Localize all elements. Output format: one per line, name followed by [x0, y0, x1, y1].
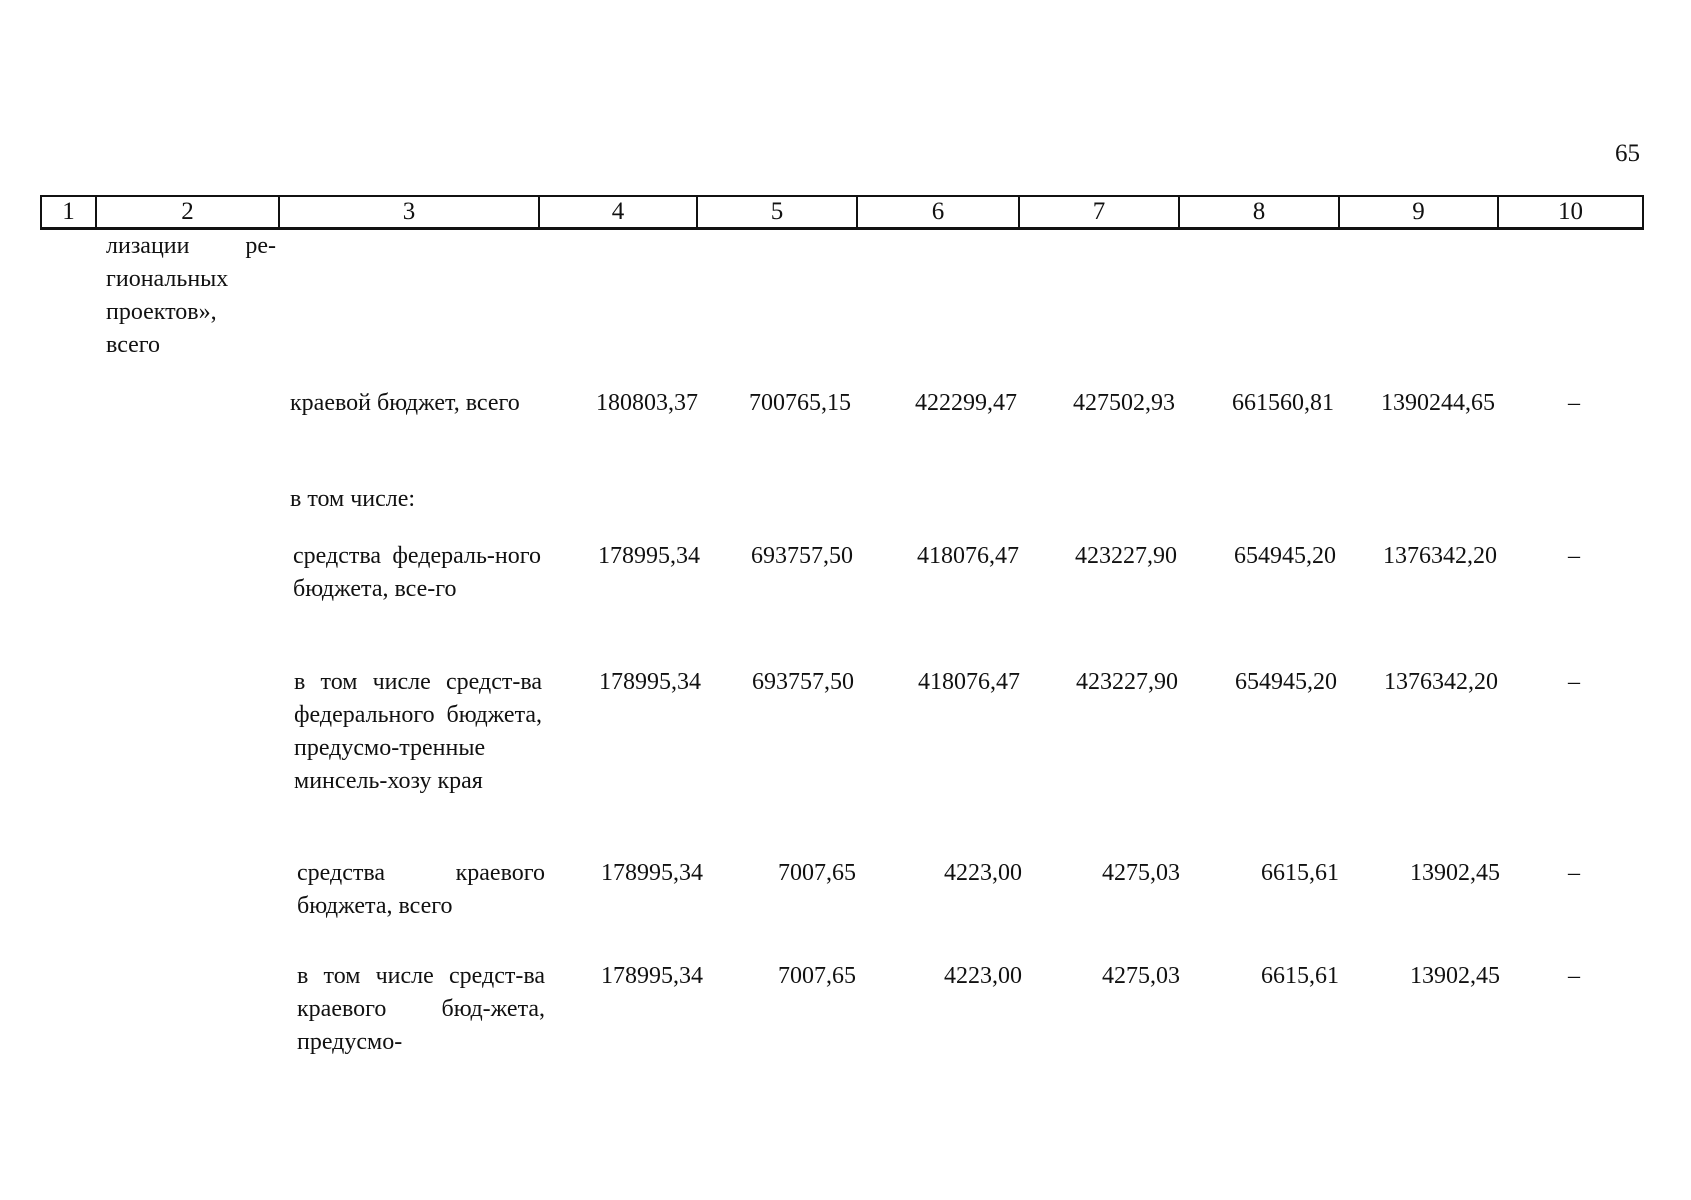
cell-col-6: 4223,00	[944, 963, 1022, 989]
cell-col-7: 4275,03	[1102, 963, 1180, 989]
cell-col-5: 7007,65	[778, 860, 856, 886]
page-number: 65	[1615, 140, 1640, 167]
cell-col-10: –	[1568, 543, 1580, 569]
cell-col-6: 418076,47	[917, 543, 1019, 569]
cell-col-9: 13902,45	[1410, 963, 1500, 989]
cell-col-10: –	[1568, 860, 1580, 886]
row-label: в том числе средст-ва краевого бюд-жета, предусмо-	[297, 963, 545, 1055]
row-label: краевой бюджет, всего	[290, 390, 520, 416]
cell-col-5: 693757,50	[752, 669, 854, 695]
cell-col-4: 178995,34	[598, 543, 700, 569]
row-label: средства краевого бюджета, всего	[297, 860, 545, 919]
cell-col-4: 178995,34	[599, 669, 701, 695]
header-row	[41, 196, 1643, 229]
header-col-6: 6	[857, 196, 1019, 229]
cell-col-7: 423227,90	[1076, 669, 1178, 695]
cell-col-8: 654945,20	[1234, 543, 1336, 569]
header-col-5: 5	[697, 196, 857, 229]
cell-col-4: 178995,34	[601, 963, 703, 989]
cell-col-9: 13902,45	[1410, 860, 1500, 886]
row-label: в том числе:	[290, 486, 416, 512]
cell-col-7: 4275,03	[1102, 860, 1180, 886]
cell-col-10: –	[1568, 669, 1580, 695]
cell-col-7: 427502,93	[1073, 390, 1175, 416]
header-col-7: 7	[1019, 196, 1179, 229]
cell-col-10: –	[1568, 963, 1580, 989]
cell-col-4: 178995,34	[601, 860, 703, 886]
cell-col-4: 180803,37	[596, 390, 698, 416]
continued-row-label: лизации ре-гиональных проектов», всего	[106, 233, 276, 358]
header-col-1: 1	[41, 196, 96, 229]
cell-col-6: 4223,00	[944, 860, 1022, 886]
header-col-9: 9	[1339, 196, 1498, 229]
cell-col-5: 693757,50	[751, 543, 853, 569]
header-col-10: 10	[1498, 196, 1643, 229]
column-header-table	[40, 195, 1644, 230]
cell-col-9: 1376342,20	[1383, 543, 1497, 569]
header-col-4: 4	[539, 196, 697, 229]
header-col-8: 8	[1179, 196, 1339, 229]
row-label: средства федераль-ного бюджета, все-го	[293, 543, 541, 602]
row-label: в том числе средст-ва федерального бюджета, предусмо-тренные минсель-хозу края	[294, 669, 542, 794]
cell-col-8: 6615,61	[1261, 860, 1339, 886]
header-col-3: 3	[279, 196, 539, 229]
cell-col-8: 661560,81	[1232, 390, 1334, 416]
cell-col-5: 7007,65	[778, 963, 856, 989]
header-col-2: 2	[96, 196, 279, 229]
cell-col-9: 1390244,65	[1381, 390, 1495, 416]
cell-col-8: 654945,20	[1235, 669, 1337, 695]
cell-col-9: 1376342,20	[1384, 669, 1498, 695]
cell-col-6: 422299,47	[915, 390, 1017, 416]
cell-col-5: 700765,15	[749, 390, 851, 416]
cell-col-6: 418076,47	[918, 669, 1020, 695]
cell-col-10: –	[1568, 390, 1580, 416]
cell-col-8: 6615,61	[1261, 963, 1339, 989]
cell-col-7: 423227,90	[1075, 543, 1177, 569]
